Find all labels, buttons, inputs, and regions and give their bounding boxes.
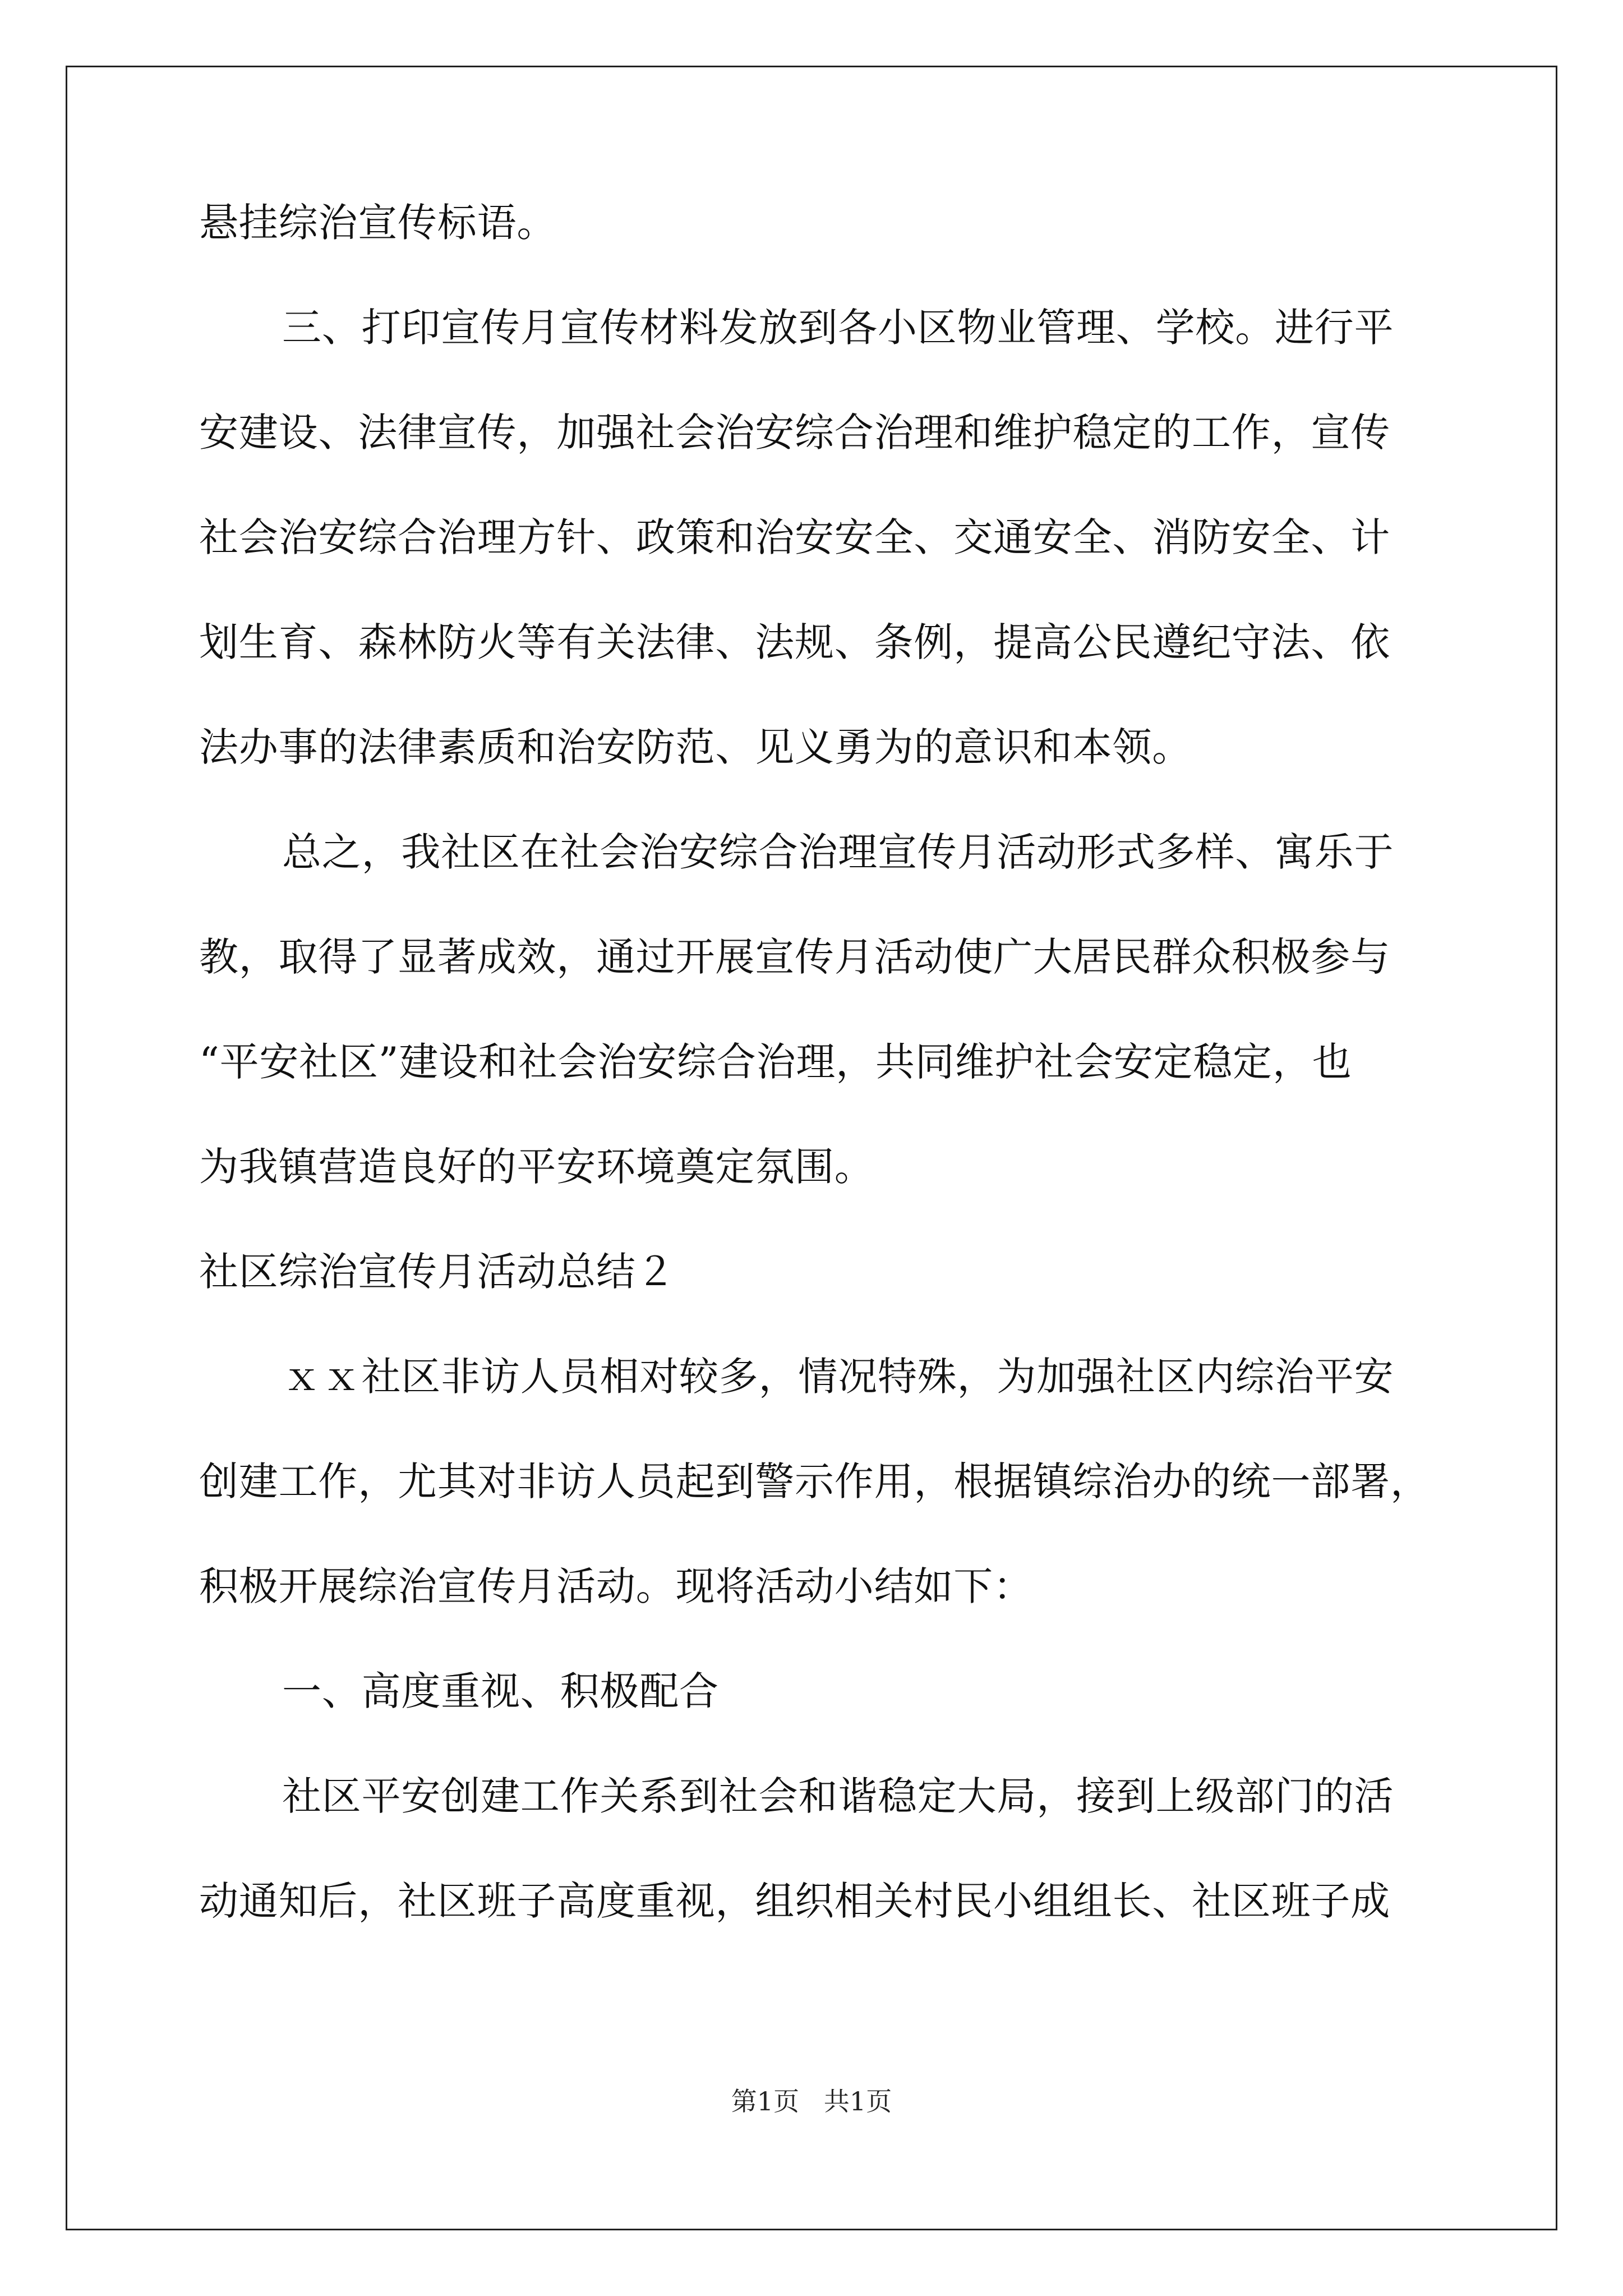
text-line: 为我镇营造良好的平安环境奠定氛围。 bbox=[199, 1144, 874, 1190]
text-line: ｘｘ社区非访人员相对较多，情况特殊，为加强社区内综治平安 bbox=[282, 1354, 1394, 1400]
page-footer: 第1页 共1页 bbox=[731, 2086, 892, 2116]
text-line: “平安社区”建设和社会治安综合治理，共同维护社会安定稳定，也 bbox=[199, 1039, 1352, 1085]
text-line: 三、打印宣传月宣传材料发放到各小区物业管理、学校。进行平 bbox=[282, 305, 1394, 351]
text-line: 积极开展综治宣传月活动。现将活动小结如下： bbox=[199, 1563, 1033, 1609]
subheading: 一、高度重视、积极配合 bbox=[282, 1668, 719, 1714]
text-line: 总之，我社区在社会治安综合治理宣传月活动形式多样、寓乐于 bbox=[282, 829, 1394, 875]
section-heading: 社区综治宣传月活动总结２ bbox=[199, 1249, 676, 1295]
document-body bbox=[199, 196, 1433, 1927]
text-line: 划生育、森林防火等有关法律、法规、条例，提高公民遵纪守法、依 bbox=[199, 619, 1390, 665]
text-line: 法办事的法律素质和治安防范、见义勇为的意识和本领。 bbox=[199, 724, 1192, 770]
text-line: 安建设、法律宣传，加强社会治安综合治理和维护稳定的工作，宣传 bbox=[199, 409, 1390, 455]
text-line: 悬挂综治宣传标语。 bbox=[199, 200, 557, 246]
text-line: 创建工作，尤其对非访人员起到警示作用，根据镇综治办的统一部署， bbox=[199, 1458, 1430, 1504]
text-line: 动通知后，社区班子高度重视，组织相关村民小组组长、社区班子成 bbox=[199, 1878, 1390, 1924]
text-line: 社区平安创建工作关系到社会和谐稳定大局，接到上级部门的活 bbox=[282, 1773, 1394, 1819]
text-line: 社会治安综合治理方针、政策和治安安全、交通安全、消防安全、计 bbox=[199, 514, 1390, 560]
text-line: 教，取得了显著成效，通过开展宣传月活动使广大居民群众积极参与 bbox=[199, 934, 1390, 980]
